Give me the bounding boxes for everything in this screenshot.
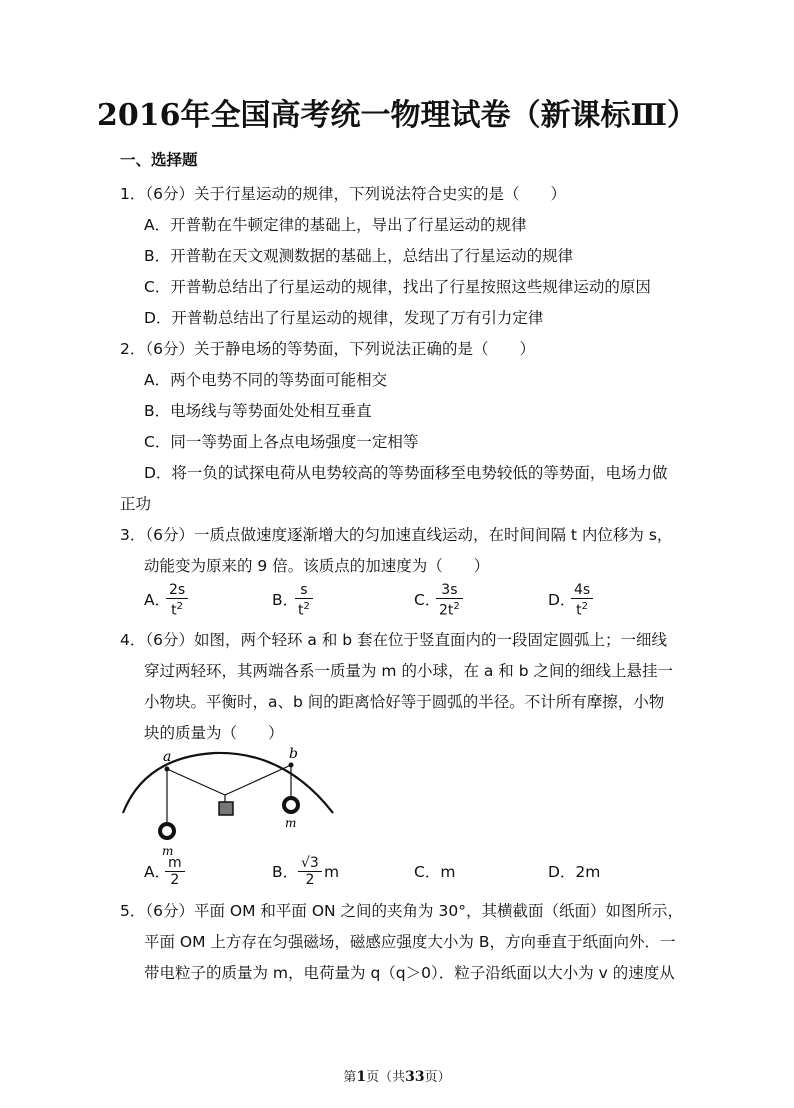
section-heading: 一、选择题 <box>120 151 198 169</box>
question-3-option-a-label: A． <box>144 591 171 609</box>
question-4-figure <box>115 745 345 860</box>
question-3-option-a-fraction <box>166 582 188 619</box>
question-1-option-a: A．开普勒在牛顿定律的基础上，导出了行星运动的规律 <box>144 216 527 234</box>
question-2-option-a: A．两个电势不同的等势面可能相交 <box>144 371 388 389</box>
ring-a <box>165 767 170 772</box>
page-footer: 第1页（共33页） <box>343 1069 451 1085</box>
question-4-option-c: C．m <box>414 863 456 881</box>
question-3-stem-line2: 动能变为原来的 9 倍。该质点的加速度为（ ） <box>144 557 490 575</box>
question-4-option-a-label: A． <box>144 863 171 881</box>
question-2-option-d-continued: 正功 <box>120 495 152 513</box>
fraction-denominator: $t^2$ <box>576 601 589 619</box>
question-3-stem-line1: 3．（6分）一质点做速度逐渐增大的匀加速直线运动，在时间间隔 t 内位移为 s， <box>120 526 673 544</box>
ball-left <box>160 824 174 838</box>
fraction-denominator: 2 <box>170 872 180 888</box>
question-1-option-c: C．开普勒总结出了行星运动的规律，找出了行星按照这些规律运动的原因 <box>144 278 651 296</box>
question-4-option-b-label: B． <box>272 863 299 881</box>
ball-right <box>284 798 298 812</box>
question-4-option-b-suffix: m <box>324 863 340 881</box>
question-2-stem: 2．（6分）关于静电场的等势面，下列说法正确的是（ ） <box>120 340 535 358</box>
question-4-stem-line3: 小物块。平衡时，a、b 间的距离恰好等于圆弧的半径。不计所有摩擦，小物 <box>144 693 665 711</box>
label-b: b <box>289 746 298 762</box>
question-3-option-d-label: D． <box>548 591 576 609</box>
block <box>219 802 233 815</box>
ring-b <box>289 763 294 768</box>
label-m-left: m <box>162 844 174 858</box>
question-4-stem-line4: 块的质量为（ ） <box>144 724 284 742</box>
question-1-option-d: D．开普勒总结出了行星运动的规律，发现了万有引力定律 <box>144 309 544 327</box>
question-4-option-d: D．2m <box>548 863 601 881</box>
question-2-option-b: B．电场线与等势面处处相互垂直 <box>144 402 372 420</box>
question-4-stem-line2: 穿过两轻环，其两端各系一质量为 m 的小球，在 a 和 b 之间的细线上悬挂一 <box>144 662 674 680</box>
fraction-numerator: √3 <box>298 855 322 872</box>
fraction-denominator: $t^2$ <box>171 601 184 619</box>
question-5-stem-line1: 5．（6分）平面 OM 和平面 ON 之间的夹角为 30°，其横截面（纸面）如图所示， <box>120 902 683 920</box>
question-2-option-d: D．将一负的试探电荷从电势较高的等势面移至电势较低的等势面，电场力做 <box>144 464 668 482</box>
question-4-option-a-fraction <box>165 855 185 888</box>
question-3-option-b-fraction <box>295 582 313 619</box>
question-2-option-c: C．同一等势面上各点电场强度一定相等 <box>144 433 419 451</box>
question-5-stem-line3: 带电粒子的质量为 m，电荷量为 q（q＞0）．粒子沿纸面以大小为 v 的速度从 <box>144 964 675 982</box>
question-1-stem: 1．（6分）关于行星运动的规律，下列说法符合史实的是（ ） <box>120 185 566 203</box>
label-m-right: m <box>285 816 297 830</box>
fraction-numerator: m <box>165 855 185 872</box>
question-1-option-b: B．开普勒在天文观测数据的基础上，总结出了行星运动的规律 <box>144 247 574 265</box>
question-3-option-b-label: B． <box>272 591 299 609</box>
question-3-option-d-fraction <box>571 582 593 619</box>
label-a: a <box>163 749 172 765</box>
string-a-to-block <box>167 769 225 795</box>
question-3-option-c-label: C． <box>414 591 441 609</box>
fraction-numerator: 3s <box>436 582 463 599</box>
fraction-denominator: $2t^2$ <box>439 601 460 619</box>
fraction-numerator: 2s <box>166 582 188 599</box>
question-4-stem-line1: 4．（6分）如图，两个轻环 a 和 b 套在位于竖直面内的一段固定圆弧上；一细线 <box>120 631 668 649</box>
string-block-to-b <box>225 765 291 795</box>
fraction-denominator: 2 <box>305 872 315 888</box>
question-4-option-b-fraction <box>298 855 322 888</box>
question-5-stem-line2: 平面 OM 上方存在匀强磁场，磁感应强度大小为 B，方向垂直于纸面向外．一 <box>144 933 676 951</box>
fraction-numerator: s <box>295 582 313 599</box>
fraction-denominator: $t^2$ <box>298 601 310 619</box>
page-title: 2016年全国高考统一物理试卷（新课标Ⅲ） <box>96 98 698 133</box>
fraction-numerator: 4s <box>571 582 593 599</box>
question-3-option-c-fraction <box>436 582 463 619</box>
